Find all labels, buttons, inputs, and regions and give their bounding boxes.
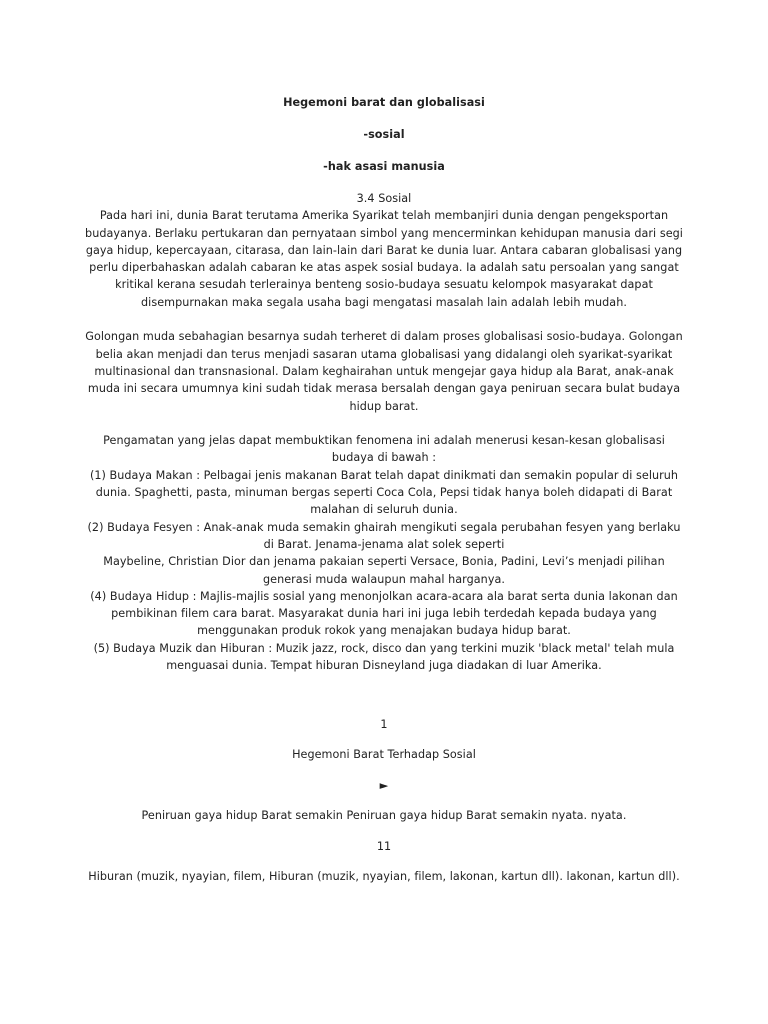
paragraph-pengamatan: Pengamatan yang jelas dapat membuktikan fenomena ini adalah menerusi kesan-kesan globalisasi budaya di bawah :: [103, 434, 665, 465]
list-item-budaya-hidup: (4) Budaya Hidup : Majlis-majlis sosial yang menonjolkan acara-acara ala barat serta dunia lakonan dan pembikinan filem cara barat. Masyarakat dunia hari ini juga lebih terdedah kepada budaya yang menggunakan produk rokok yang menajakan budaya hidup barat.: [90, 589, 678, 638]
slide-line-peniruan: Peniruan gaya hidup Barat semakin Peniruan gaya hidup Barat semakin nyata. nyata.: [141, 809, 627, 822]
list-item-budaya-fesyen-cont: Maybeline, Christian Dior dan jenama pakaian seperti Versace, Bonia, Padini, Levi’s menjadi pilihan generasi muda walaupun mahal harganya.: [103, 555, 665, 586]
paragraph-spacer: [84, 311, 684, 328]
document-heading-hak-asasi: -hak asasi manusia: [323, 160, 445, 173]
list-item-budaya-fesyen: (2) Budaya Fesyen : Anak-anak muda semakin ghairah mengikuti segala perubahan fesyen yang berlaku di Barat. Jenama-jenama alat solek seperti: [87, 520, 681, 551]
list-item-budaya-makan: (1) Budaya Makan : Pelbagai jenis makanan Barat telah dapat dinikmati dan semakin popular di seluruh dunia. Spaghetti, pasta, minuman bergas seperti Coca Cola, Pepsi tidak hanya boleh didapati di Barat malahan di seluruh dunia.: [89, 468, 679, 517]
arrow-icon: ►: [379, 779, 389, 792]
list-item-budaya-muzik: (5) Budaya Muzik dan Hiburan : Muzik jazz, rock, disco dan yang terkini muzik 'black metal' telah mula menguasai dunia. Tempat hiburan Disneyland juga diadakan di luar Amerika.: [93, 641, 675, 673]
document-heading-sosial: -sosial: [363, 128, 405, 141]
page-number: 1: [380, 718, 388, 731]
paragraph-intro: Pada hari ini, dunia Barat terutama Amerika Syarikat telah membanjiri dunia dengan pengeksportan budayanya. Berlaku pertukaran dan pernyataan simbol yang mencerminkan kehidupan manusia dari segi gaya hidup, kepercayaan, citarasa, dan lain-lain dari Barat ke dunia luar. Antara cabaran globalisasi yang perlu diperbahaskan adalah cabaran ke atas aspek sosial budaya. Ia adalah satu persoalan yang sangat kritikal kerana sesudah terlerainya benteng sosio-budaya sesuatu kelompok masyarakat dapat disempurnakan maka segala usaha bagi mengatasi masalah lain adalah lebih mudah.: [85, 209, 683, 309]
section-title: 3.4 Sosial: [356, 192, 412, 205]
paragraph-golongan-muda: Golongan muda sebahagian besarnya sudah terheret di dalam proses globalisasi sosio-budaya. Golongan belia akan menjadi dan terus menjadi sasaran utama globalisasi yang didalangi oleh syarikat-syarikat multinasional dan transnasional. Dalam keghairahan untuk mengejar gaya hidup ala Barat, anak-anak muda ini secara umumnya kini sudah tidak merasa bersalah dengan gaya peniruan secara bulat budaya hidup barat.: [85, 330, 683, 413]
paragraph-spacer: [84, 415, 684, 432]
slide-title: Hegemoni Barat Terhadap Sosial: [292, 748, 476, 761]
slide-number: 11: [376, 840, 392, 853]
document-heading-main: Hegemoni barat dan globalisasi: [283, 96, 485, 109]
document-body: [84, 190, 684, 674]
slide-line-hiburan: Hiburan (muzik, nyayian, filem, Hiburan (muzik, nyayian, filem, lakonan, kartun dll). lakonan, kartun dll).: [88, 870, 680, 883]
